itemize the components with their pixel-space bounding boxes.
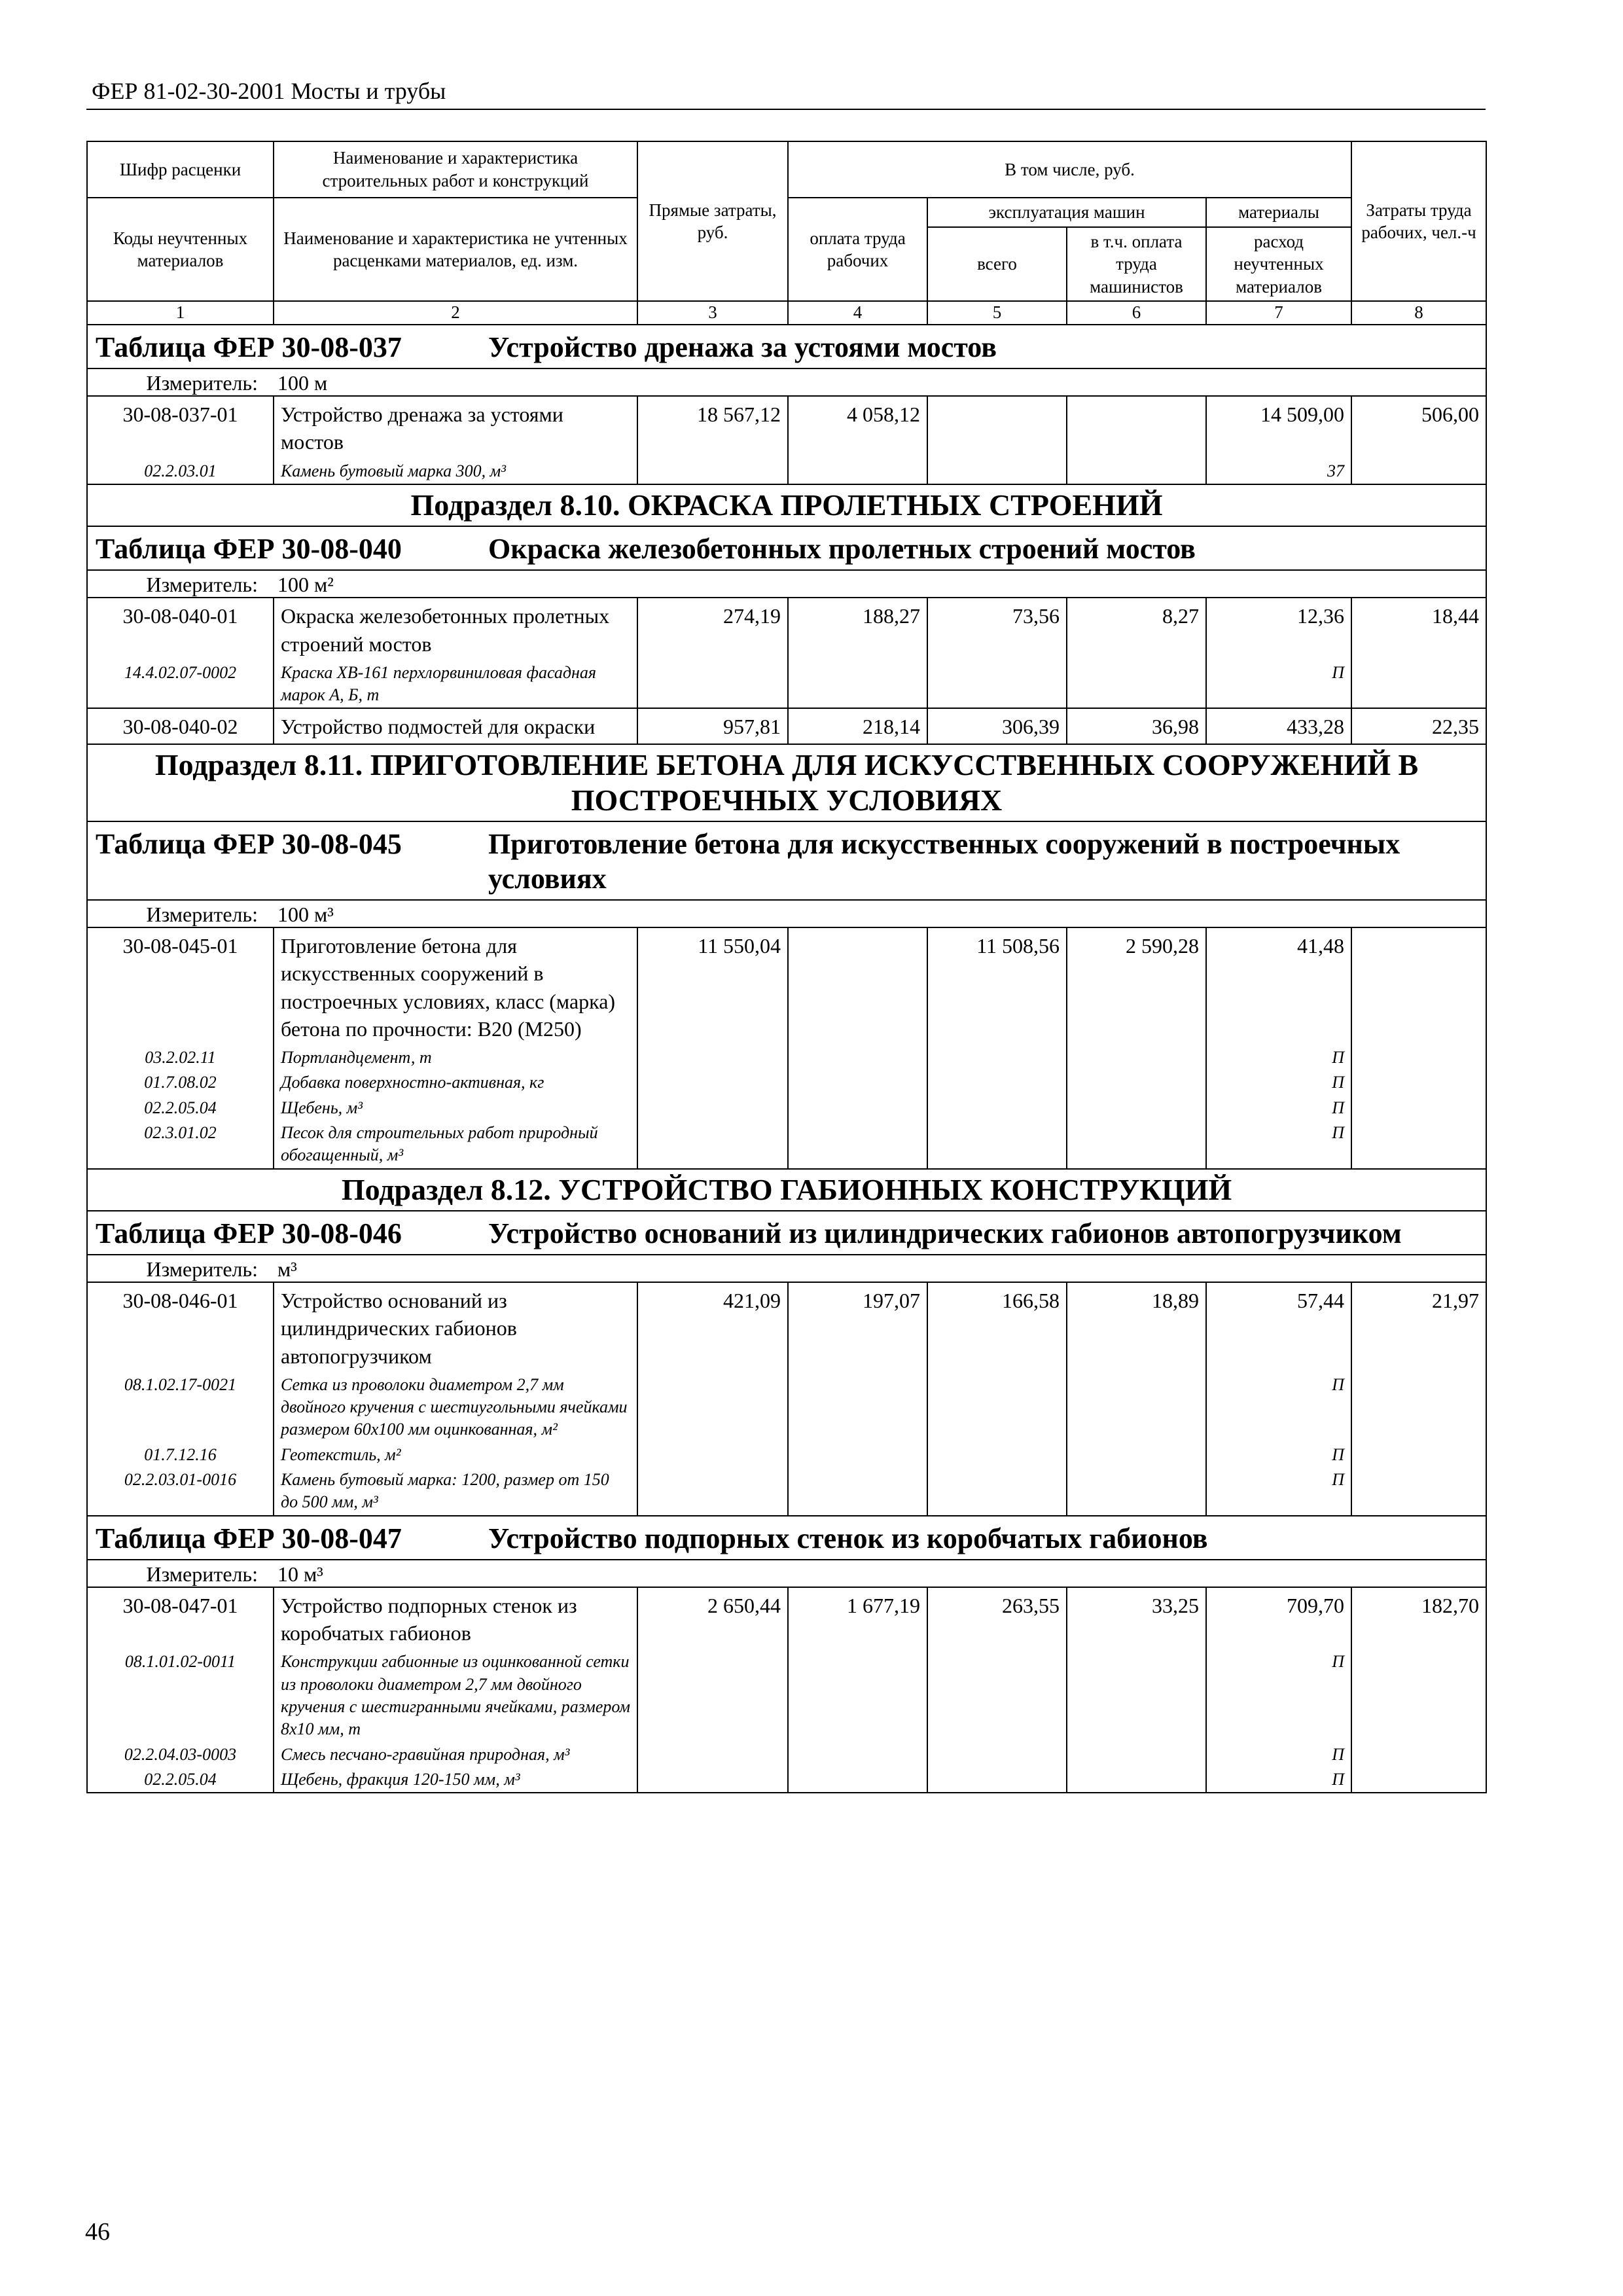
cell-labor: [788, 1467, 927, 1516]
resource-row: [87, 1070, 1486, 1095]
cell-direct: 274,19: [637, 598, 788, 660]
measure-value: 100 м: [277, 370, 328, 395]
measure: [87, 1255, 1486, 1282]
resource-code: 02.3.01.02: [87, 1121, 274, 1169]
running-header: ФЕР 81-02-30-2001 Мосты и трубы: [92, 78, 446, 104]
measure-label: Измеритель:: [146, 1562, 258, 1586]
header-labor-cost: Затраты труда рабочих, чел.-ч: [1351, 141, 1486, 301]
cell-materials: П: [1206, 1443, 1351, 1467]
cell-machines-labor: 33,25: [1067, 1587, 1206, 1649]
column-number: 7: [1206, 301, 1351, 325]
cell-direct: [637, 1045, 788, 1070]
cell-machines-labor: 18,89: [1067, 1282, 1206, 1372]
cell-machines-labor: [1067, 459, 1206, 484]
rate-row: [87, 1587, 1486, 1649]
measure-label: Измеритель:: [146, 1257, 258, 1281]
rate-code: 30-08-037-01: [87, 396, 274, 458]
column-number: 6: [1067, 301, 1206, 325]
resource-code: 08.1.01.02-0011: [87, 1649, 274, 1742]
cell-materials: П: [1206, 1372, 1351, 1443]
cell-direct: 2 650,44: [637, 1587, 788, 1649]
measure-value: 100 м³: [277, 902, 334, 926]
cell-direct: [637, 660, 788, 709]
resource-row: [87, 1767, 1486, 1793]
cell-labor-hours: [1351, 1372, 1486, 1443]
cell-labor-hours: 18,44: [1351, 598, 1486, 660]
cell-machines: [927, 1096, 1067, 1121]
resource-row: [87, 1467, 1486, 1516]
cell-materials: 41,48: [1206, 927, 1351, 1045]
resource-name: Камень бутовый марка 300, м³: [274, 459, 637, 484]
resource-code: 01.7.12.16: [87, 1443, 274, 1467]
header-machines: эксплуатация машин: [927, 198, 1206, 227]
rate-code: 30-08-045-01: [87, 927, 274, 1045]
cell-direct: 957,81: [637, 708, 788, 744]
resource-name: Геотекстиль, м²: [274, 1443, 637, 1467]
table-code: Таблица ФЕР 30-08-040: [96, 533, 402, 565]
cell-labor: [788, 927, 927, 1045]
measure: [87, 900, 1486, 927]
cell-labor: [788, 1649, 927, 1742]
header-incl: В том числе, руб.: [788, 141, 1351, 198]
table-body: [87, 141, 1486, 1793]
table-title: [87, 325, 1486, 368]
cell-machines-labor: [1067, 1121, 1206, 1169]
header-direct: Прямые затраты, руб.: [637, 141, 788, 301]
cell-materials: 37: [1206, 459, 1351, 484]
table-title: [87, 821, 1486, 900]
resource-code: 02.2.03.01: [87, 459, 274, 484]
resource-row: [87, 1742, 1486, 1767]
resource-row: [87, 1443, 1486, 1467]
header-name-top: Наименование и характеристика строительных работ и конструкций: [274, 141, 637, 198]
table-title-row: [87, 821, 1486, 900]
rate-row: [87, 927, 1486, 1045]
cell-direct: [637, 1372, 788, 1443]
measure-label: Измеритель:: [146, 370, 258, 395]
rate-code: 30-08-046-01: [87, 1282, 274, 1372]
header-labor-pay: оплата труда рабочих: [788, 198, 927, 301]
cell-machines-labor: 8,27: [1067, 598, 1206, 660]
cell-materials: 14 509,00: [1206, 396, 1351, 458]
cell-labor-hours: [1351, 1767, 1486, 1793]
cell-machines: [927, 1121, 1067, 1169]
page-number: 46: [85, 2218, 110, 2246]
cell-direct: [637, 1070, 788, 1095]
header-materials-unaccounted: расход неучтенных материалов: [1206, 227, 1351, 302]
cell-labor-hours: [1351, 1467, 1486, 1516]
measure-label: Измеритель:: [146, 572, 258, 596]
header-materials: материалы: [1206, 198, 1351, 227]
resource-code: 01.7.08.02: [87, 1070, 274, 1095]
cell-machines: [927, 1742, 1067, 1767]
table-name: Устройство оснований из цилиндрических габионов автопогрузчиком: [488, 1217, 1402, 1249]
cell-machines-labor: [1067, 396, 1206, 458]
cell-machines: [927, 1767, 1067, 1793]
cell-direct: 18 567,12: [637, 396, 788, 458]
column-number: 4: [788, 301, 927, 325]
section-row: [87, 484, 1486, 526]
resource-code: 02.2.05.04: [87, 1767, 274, 1793]
cell-machines-labor: [1067, 1649, 1206, 1742]
cell-labor-hours: [1351, 1121, 1486, 1169]
table-title: [87, 1516, 1486, 1560]
header-code-bottom: Коды неучтенных материалов: [87, 198, 274, 301]
cell-direct: [637, 1742, 788, 1767]
cell-machines: [927, 660, 1067, 709]
cell-materials: П: [1206, 1121, 1351, 1169]
cell-labor: [788, 1045, 927, 1070]
rate-row: [87, 598, 1486, 660]
cell-materials: П: [1206, 1096, 1351, 1121]
cell-labor-hours: 22,35: [1351, 708, 1486, 744]
measure-value: 10 м³: [277, 1562, 323, 1586]
cell-machines: 73,56: [927, 598, 1067, 660]
cell-labor: [788, 459, 927, 484]
cell-machines-labor: [1067, 1467, 1206, 1516]
cell-labor-hours: [1351, 459, 1486, 484]
resource-name: Щебень, фракция 120-150 мм, м³: [274, 1767, 637, 1793]
cell-labor-hours: 182,70: [1351, 1587, 1486, 1649]
cell-labor: [788, 1742, 927, 1767]
cell-labor-hours: [1351, 1742, 1486, 1767]
cell-machines: [927, 1045, 1067, 1070]
section-row: [87, 744, 1486, 822]
measure-row: [87, 1560, 1486, 1587]
rate-row: [87, 396, 1486, 458]
rate-code: 30-08-040-02: [87, 708, 274, 744]
cell-materials: П: [1206, 1070, 1351, 1095]
rate-name: Приготовление бетона для искусственных сооружений в построечных условиях, класс (марка) бетона по прочности: В20 (М250): [274, 927, 637, 1045]
section-title: Подраздел 8.10. ОКРАСКА ПРОЛЕТНЫХ СТРОЕНИЙ: [87, 484, 1486, 526]
cell-machines: [927, 1649, 1067, 1742]
column-number: 2: [274, 301, 637, 325]
cell-labor-hours: [1351, 1070, 1486, 1095]
resource-code: 02.2.03.01-0016: [87, 1467, 274, 1516]
rate-name: Устройство подмостей для окраски: [274, 708, 637, 744]
cell-labor: 218,14: [788, 708, 927, 744]
table-title: [87, 526, 1486, 570]
resource-row: [87, 1372, 1486, 1443]
cell-machines: 11 508,56: [927, 927, 1067, 1045]
cell-labor: [788, 1121, 927, 1169]
cell-machines: [927, 1070, 1067, 1095]
rate-code: 30-08-040-01: [87, 598, 274, 660]
cell-machines-labor: [1067, 1045, 1206, 1070]
resource-row: [87, 1649, 1486, 1742]
cell-machines: 263,55: [927, 1587, 1067, 1649]
resource-code: 02.2.05.04: [87, 1096, 274, 1121]
measure-row: [87, 570, 1486, 598]
measure: [87, 368, 1486, 396]
cell-labor: [788, 660, 927, 709]
cell-direct: [637, 1443, 788, 1467]
resource-name: Портландцемент, т: [274, 1045, 637, 1070]
cell-labor: [788, 1372, 927, 1443]
cell-materials: П: [1206, 1467, 1351, 1516]
cell-direct: 421,09: [637, 1282, 788, 1372]
cell-materials: П: [1206, 1767, 1351, 1793]
cell-labor: [788, 1767, 927, 1793]
column-number: 3: [637, 301, 788, 325]
cell-labor-hours: [1351, 1045, 1486, 1070]
cell-labor: 197,07: [788, 1282, 927, 1372]
cell-materials: 433,28: [1206, 708, 1351, 744]
cell-labor-hours: [1351, 927, 1486, 1045]
measure-value: м³: [277, 1257, 297, 1281]
rate-name: Устройство дренажа за устоями мостов: [274, 396, 637, 458]
resource-name: Щебень, м³: [274, 1096, 637, 1121]
cell-labor: 188,27: [788, 598, 927, 660]
section-title: Подраздел 8.12. УСТРОЙСТВО ГАБИОННЫХ КОНСТРУКЦИЙ: [87, 1169, 1486, 1211]
table-title: [87, 1211, 1486, 1255]
column-number: 5: [927, 301, 1067, 325]
cell-machines: 306,39: [927, 708, 1067, 744]
measure-row: [87, 1255, 1486, 1282]
table-name: Устройство подпорных стенок из коробчатых габионов: [488, 1522, 1208, 1554]
cell-direct: 11 550,04: [637, 927, 788, 1045]
cell-labor-hours: [1351, 1096, 1486, 1121]
resource-name: Краска ХВ-161 перхлорвиниловая фасадная марок А, Б, т: [274, 660, 637, 709]
rate-code: 30-08-047-01: [87, 1587, 274, 1649]
cell-machines: [927, 396, 1067, 458]
cell-materials: 709,70: [1206, 1587, 1351, 1649]
resource-name: Добавка поверхностно-активная, кг: [274, 1070, 637, 1095]
resource-code: 02.2.04.03-0003: [87, 1742, 274, 1767]
table-title-row: [87, 1516, 1486, 1560]
resource-code: 08.1.02.17-0021: [87, 1372, 274, 1443]
rate-row: [87, 1282, 1486, 1372]
rate-row: [87, 708, 1486, 744]
cell-machines-labor: 2 590,28: [1067, 927, 1206, 1045]
table-title-row: [87, 1211, 1486, 1255]
table-title-row: [87, 325, 1486, 368]
cell-labor: [788, 1070, 927, 1095]
column-number: 8: [1351, 301, 1486, 325]
header-code-top: Шифр расценки: [87, 141, 274, 198]
measure: [87, 1560, 1486, 1587]
cell-materials: 57,44: [1206, 1282, 1351, 1372]
resource-row: [87, 1045, 1486, 1070]
cell-direct: [637, 1121, 788, 1169]
resource-code: 03.2.02.11: [87, 1045, 274, 1070]
cell-labor-hours: 506,00: [1351, 396, 1486, 458]
cell-machines-labor: [1067, 1443, 1206, 1467]
table-name: Окраска железобетонных пролетных строений мостов: [488, 533, 1196, 565]
cell-materials: П: [1206, 1742, 1351, 1767]
header-name-bottom: Наименование и характеристика не учтенных расценками материалов, ед. изм.: [274, 198, 637, 301]
table-code: Таблица ФЕР 30-08-045: [96, 828, 402, 861]
table-title-row: [87, 526, 1486, 570]
resource-row: [87, 660, 1486, 709]
cell-labor: [788, 1096, 927, 1121]
cell-machines-labor: [1067, 1372, 1206, 1443]
cell-direct: [637, 1096, 788, 1121]
cell-machines-labor: [1067, 1742, 1206, 1767]
resource-name: Конструкции габионные из оцинкованной сетки из проволоки диаметром 2,7 мм двойного кручения с шестигранными ячейками, размером 8х10 мм, т: [274, 1649, 637, 1742]
measure-row: [87, 368, 1486, 396]
cell-machines-labor: [1067, 1096, 1206, 1121]
cell-machines-labor: 36,98: [1067, 708, 1206, 744]
table-code: Таблица ФЕР 30-08-046: [96, 1217, 402, 1249]
table-name: Приготовление бетона для искусственных сооружений в построечных условиях: [488, 828, 1400, 895]
table-code: Таблица ФЕР 30-08-037: [96, 331, 402, 363]
resource-code: 14.4.02.07-0002: [87, 660, 274, 709]
cell-machines: 166,58: [927, 1282, 1067, 1372]
header-rule: [86, 109, 1486, 110]
cell-machines: [927, 1372, 1067, 1443]
cell-direct: [637, 1767, 788, 1793]
rate-name: Устройство оснований из цилиндрических габионов автопогрузчиком: [274, 1282, 637, 1372]
cell-machines-labor: [1067, 660, 1206, 709]
cell-labor-hours: [1351, 1649, 1486, 1742]
cell-materials: 12,36: [1206, 598, 1351, 660]
table-name: Устройство дренажа за устоями мостов: [488, 331, 997, 363]
cell-materials: П: [1206, 660, 1351, 709]
table-code: Таблица ФЕР 30-08-047: [96, 1522, 402, 1554]
resource-name: Смесь песчано-гравийная природная, м³: [274, 1742, 637, 1767]
cell-labor: 4 058,12: [788, 396, 927, 458]
rate-name: Устройство подпорных стенок из коробчатых габионов: [274, 1587, 637, 1649]
header-machines-total: всего: [927, 227, 1067, 302]
column-number: 1: [87, 301, 274, 325]
cell-labor: 1 677,19: [788, 1587, 927, 1649]
cell-materials: П: [1206, 1649, 1351, 1742]
cell-machines: [927, 459, 1067, 484]
cell-labor: [788, 1443, 927, 1467]
resource-row: [87, 1096, 1486, 1121]
resource-name: Песок для строительных работ природный обогащенный, м³: [274, 1121, 637, 1169]
cell-machines-labor: [1067, 1767, 1206, 1793]
section-title: Подраздел 8.11. ПРИГОТОВЛЕНИЕ БЕТОНА ДЛЯ ИСКУССТВЕННЫХ СООРУЖЕНИЙ В ПОСТРОЕЧНЫХ УСЛОВИЯХ: [87, 744, 1486, 822]
cell-materials: П: [1206, 1045, 1351, 1070]
cell-direct: [637, 1649, 788, 1742]
measure-label: Измеритель:: [146, 902, 258, 926]
rate-name: Окраска железобетонных пролетных строений мостов: [274, 598, 637, 660]
resource-name: Камень бутовый марка: 1200, размер от 150 до 500 мм, м³: [274, 1467, 637, 1516]
cell-labor-hours: 21,97: [1351, 1282, 1486, 1372]
resource-name: Сетка из проволоки диаметром 2,7 мм двойного кручения с шестиугольными ячейками размером 60х100 мм оцинкованная, м²: [274, 1372, 637, 1443]
cell-labor-hours: [1351, 660, 1486, 709]
cell-machines: [927, 1467, 1067, 1516]
cell-machines: [927, 1443, 1067, 1467]
measure-row: [87, 900, 1486, 927]
cell-machines-labor: [1067, 1070, 1206, 1095]
cell-direct: [637, 459, 788, 484]
measure: [87, 570, 1486, 598]
cell-direct: [637, 1467, 788, 1516]
measure-value: 100 м²: [277, 572, 334, 596]
header-machines-labor: в т.ч. оплата труда машинистов: [1067, 227, 1206, 302]
section-row: [87, 1169, 1486, 1211]
cell-labor-hours: [1351, 1443, 1486, 1467]
resource-row: [87, 1121, 1486, 1169]
price-table: [86, 141, 1487, 1793]
resource-row: [87, 459, 1486, 484]
